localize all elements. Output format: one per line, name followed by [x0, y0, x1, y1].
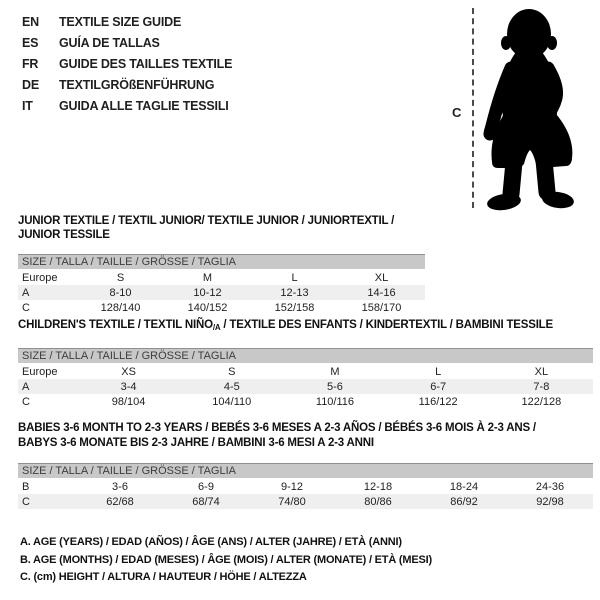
babies-section-title [18, 421, 593, 451]
lang-code: ES [22, 36, 39, 50]
size-header-bar: SIZE / TALLA / TAILLE / GRÖSSE / TAGLIA [18, 463, 593, 478]
language-title-block [22, 12, 232, 117]
size-value: 5-6 [327, 380, 343, 393]
size-value: 152/158 [274, 301, 315, 314]
size-value: 140/152 [187, 301, 228, 314]
size-value: M [202, 271, 213, 284]
table-row [18, 479, 593, 494]
size-value: 6-9 [198, 480, 214, 493]
children-size-table [18, 364, 593, 409]
legend-line-b: B. AGE (MONTHS) / EDAD (MESES) / ÂGE (MOIS) / ALTER (MONATE) / ETÀ (MESI) [20, 553, 432, 566]
legend-block [20, 534, 432, 587]
size-value: 92/98 [536, 495, 564, 508]
table-row [18, 285, 425, 300]
lang-title: GUIDA ALLE TAGLIE TESSILI [59, 99, 229, 113]
size-value: 9-12 [280, 480, 304, 493]
lang-row-it [22, 96, 232, 117]
size-value: 12-13 [280, 286, 309, 299]
lang-title: TEXTILE SIZE GUIDE [59, 15, 182, 29]
table-row [18, 494, 593, 509]
row-label: B [22, 480, 30, 493]
size-value: 104/110 [212, 395, 252, 408]
size-value: L [435, 365, 442, 378]
legend-line-a: A. AGE (YEARS) / EDAD (AÑOS) / ÂGE (ANS) / ALTER (JAHRE) / ETÀ (ANNI) [20, 536, 402, 548]
junior-size-table [18, 270, 425, 315]
size-value: 98/104 [111, 395, 146, 408]
size-value: L [291, 271, 298, 284]
size-value: 14-16 [367, 286, 396, 299]
title-sub: /A [212, 323, 221, 332]
size-value: 24-36 [535, 480, 565, 493]
table-row [18, 270, 425, 285]
row-label: C [22, 395, 30, 408]
row-label: A [22, 286, 30, 299]
children-textile-section [18, 318, 593, 409]
size-value: XL [374, 271, 389, 284]
size-value: 7-8 [533, 380, 550, 393]
size-value: 110/116 [315, 395, 355, 408]
lang-code: DE [22, 78, 39, 92]
size-value: 74/80 [278, 495, 306, 508]
row-label: Europe [22, 271, 58, 284]
title-post: / TEXTILE DES ENFANTS / KINDERTEXTIL / BAMBINI TESSILE [220, 319, 553, 331]
lang-code: EN [22, 15, 39, 29]
size-value: 10-12 [193, 286, 222, 299]
size-value: 3-4 [120, 380, 137, 393]
size-header-bar: SIZE / TALLA / TAILLE / GRÖSSE / TAGLIA [18, 348, 593, 363]
row-label: Europe [22, 365, 58, 378]
babies-title-line2: BABYS 3-6 MONATE BIS 2-3 JAHRE / BAMBINI 3-6 MESI A 2-3 ANNI [18, 437, 374, 449]
size-value: 8-10 [109, 286, 132, 299]
size-value: S [116, 271, 125, 284]
row-label: C [22, 301, 30, 314]
table-row [18, 364, 593, 379]
size-value: 6-7 [430, 380, 447, 393]
lang-code: FR [22, 57, 39, 71]
size-value: 3-6 [112, 480, 128, 493]
size-header-bar: SIZE / TALLA / TAILLE / GRÖSSE / TAGLIA [18, 254, 425, 269]
size-value: 18-24 [449, 480, 479, 493]
size-value: 12-18 [363, 480, 393, 493]
lang-code: IT [22, 99, 33, 113]
size-value: 158/170 [361, 301, 402, 314]
lang-title: GUIDE DES TAILLES TEXTILE [59, 57, 233, 71]
size-value: XS [121, 365, 136, 378]
junior-textile-section [18, 214, 425, 315]
height-marker-label: C [452, 105, 462, 120]
size-value: 86/92 [450, 495, 478, 508]
babies-size-table [18, 479, 593, 509]
table-row [18, 300, 425, 315]
junior-section-title: JUNIOR TEXTILE / TEXTIL JUNIOR/ TEXTILE JUNIOR / JUNIORTEXTIL / JUNIOR TESSILE [18, 215, 395, 241]
legend-line-c: C. (cm) HEIGHT / ALTURA / HAUTEUR / HÖHE / ALTEZZA [20, 571, 307, 583]
lang-row-fr [22, 54, 232, 75]
babies-textile-section [18, 421, 593, 509]
row-label: A [22, 380, 30, 393]
lang-row-de [22, 75, 232, 96]
size-value: 68/74 [192, 495, 220, 508]
size-value: 80/86 [364, 495, 392, 508]
size-value: 4-5 [223, 380, 240, 393]
size-value: 122/128 [521, 395, 562, 408]
row-label: C [22, 495, 30, 508]
size-value: XL [534, 365, 549, 378]
lang-title: GUÍA DE TALLAS [59, 36, 160, 50]
lang-row-en [22, 12, 232, 33]
baby-silhouette-icon [478, 4, 590, 214]
height-marker-line [472, 8, 474, 208]
table-row [18, 379, 593, 394]
title-pre: CHILDREN'S TEXTILE / TEXTIL NIÑO [18, 319, 213, 331]
size-value: 116/122 [418, 395, 458, 408]
lang-title: TEXTILGRÖßENFÜHRUNG [59, 78, 215, 92]
size-value: 128/140 [100, 301, 141, 314]
size-value: M [330, 365, 340, 378]
size-value: S [228, 365, 236, 378]
size-value: 62/68 [106, 495, 134, 508]
babies-title-line1: BABIES 3-6 MONTH TO 2-3 YEARS / BEBÉS 3-6 MESES A 2-3 AÑOS / BÉBÉS 3-6 MOIS À 2-3 ANS / [18, 422, 536, 434]
lang-row-es [22, 33, 232, 54]
table-row [18, 394, 593, 409]
children-section-title [18, 318, 593, 335]
